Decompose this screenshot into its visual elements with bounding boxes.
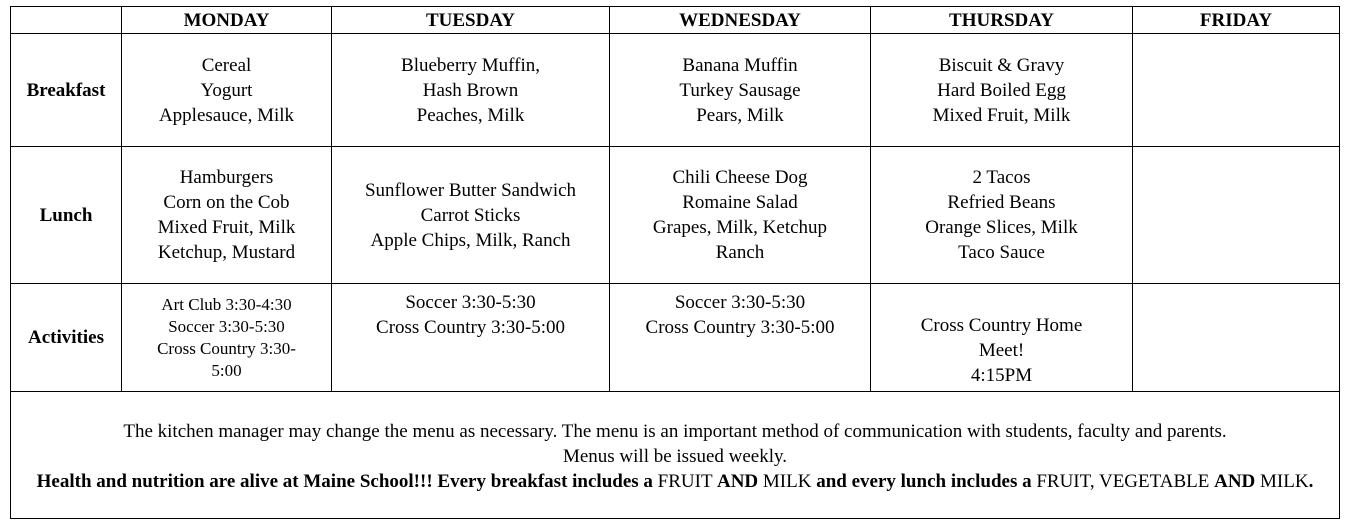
- menu-item-line: Ranch: [715, 242, 765, 263]
- menu-item-line: Grapes, Milk, Ketchup: [652, 217, 828, 238]
- breakfast-thursday: [871, 34, 1133, 147]
- menu-item-line: 5:00: [211, 360, 242, 380]
- menu-item-line: Chili Cheese Dog: [672, 167, 808, 188]
- day-header-monday: MONDAY: [122, 7, 332, 34]
- corner-cell: [11, 7, 122, 34]
- notes-row: [11, 392, 1340, 519]
- nutrition-text-run: MILK: [762, 471, 817, 492]
- nutrition-text-run: .: [1308, 471, 1314, 492]
- nutrition-statement: [15, 469, 1335, 494]
- row-label-lunch: Lunch: [11, 147, 122, 284]
- menu-item-line: Blueberry Muffin,: [401, 54, 540, 76]
- nutrition-text-run: AND: [716, 471, 763, 492]
- notes-line-2: Menus will be issued weekly.: [562, 446, 788, 467]
- lunch-wednesday: [610, 147, 871, 284]
- activities-tuesday: [332, 284, 610, 392]
- menu-item-line: Carrot Sticks: [420, 204, 521, 226]
- menu-item-line: Ketchup, Mustard: [157, 242, 296, 263]
- nutrition-text-run: FRUIT: [657, 471, 717, 492]
- menu-item-line: Art Club 3:30-4:30: [161, 294, 292, 314]
- menu-item-line: Yogurt: [200, 79, 253, 101]
- menu-body: [11, 34, 1340, 519]
- menu-item-line: Orange Slices, Milk: [925, 217, 1078, 238]
- menu-item-line: Taco Sauce: [958, 242, 1045, 263]
- breakfast-row: [11, 34, 1340, 147]
- lunch-friday: [1133, 147, 1340, 284]
- menu-item-line: Banana Muffin: [682, 54, 798, 76]
- row-label-breakfast: Breakfast: [11, 34, 122, 147]
- menu-item-line: Hash Brown: [422, 79, 519, 101]
- menu-item-line: Meet!: [978, 340, 1025, 361]
- day-header-tuesday: TUESDAY: [332, 7, 610, 34]
- menu-item-line: Corn on the Cob: [163, 192, 290, 213]
- menu-item-line: Cross Country 3:30-: [157, 338, 296, 358]
- nutrition-text-run: and every lunch includes a: [816, 471, 1037, 492]
- activities-wednesday: [610, 284, 871, 392]
- activities-thursday: [871, 284, 1133, 392]
- menu-item-line: Cross Country Home: [920, 315, 1083, 336]
- menu-item-line: Mixed Fruit, Milk: [157, 217, 296, 238]
- menu-item-line: 4:15PM: [970, 365, 1033, 386]
- menu-item-line: Refried Beans: [947, 192, 1056, 213]
- menu-item-line: Pears, Milk: [696, 104, 784, 126]
- day-header-friday: FRIDAY: [1133, 7, 1340, 34]
- menu-item-line: Biscuit & Gravy: [938, 54, 1065, 76]
- menu-item-line: Soccer 3:30-5:30: [674, 292, 806, 313]
- menu-item-line: Applesauce, Milk: [158, 104, 295, 126]
- weekly-menu-table: [10, 6, 1340, 519]
- menu-item-line: Mixed Fruit, Milk: [932, 104, 1071, 126]
- nutrition-text-run: AND: [1214, 471, 1261, 492]
- menu-item-line: Peaches, Milk: [416, 104, 525, 126]
- menu-item-line: Hamburgers: [179, 167, 274, 188]
- activities-friday: [1133, 284, 1340, 392]
- breakfast-wednesday: [610, 34, 871, 147]
- activities-monday: [122, 284, 332, 392]
- menu-item-line: Soccer 3:30-5:30: [405, 292, 536, 313]
- notes-line-1: The kitchen manager may change the menu as necessary. The menu is an important method of communication with students, faculty and parents.: [123, 421, 1227, 442]
- nutrition-text-run: MILK: [1260, 471, 1309, 492]
- day-header-wednesday: WEDNESDAY: [610, 7, 871, 34]
- lunch-thursday: [871, 147, 1133, 284]
- header-row: [11, 7, 1340, 34]
- menu-item-line: Apple Chips, Milk, Ranch: [370, 229, 571, 251]
- breakfast-monday: [122, 34, 332, 147]
- breakfast-friday: [1133, 34, 1340, 147]
- menu-item-line: 2 Tacos: [972, 167, 1031, 188]
- lunch-monday: [122, 147, 332, 284]
- menu-item-line: Soccer 3:30-5:30: [168, 316, 285, 336]
- nutrition-text-run: FRUIT, VEGETABLE: [1036, 471, 1215, 492]
- day-header-thursday: THURSDAY: [871, 7, 1133, 34]
- activities-row: [11, 284, 1340, 392]
- notes-text: [15, 416, 1335, 469]
- menu-item-line: Cross Country 3:30-5:00: [376, 317, 565, 338]
- lunch-row: [11, 147, 1340, 284]
- nutrition-text-run: Health and nutrition are alive at Maine School!!! Every breakfast includes a: [36, 471, 658, 492]
- notes-cell: [11, 392, 1340, 519]
- menu-item-line: Romaine Salad: [682, 192, 798, 213]
- menu-item-line: Sunflower Butter Sandwich: [364, 179, 577, 201]
- lunch-tuesday: [332, 147, 610, 284]
- menu-item-line: Cross Country 3:30-5:00: [645, 317, 835, 338]
- menu-item-line: Hard Boiled Egg: [937, 79, 1066, 101]
- menu-item-line: Turkey Sausage: [679, 79, 801, 101]
- menu-item-line: Cereal: [201, 54, 252, 76]
- breakfast-tuesday: [332, 34, 610, 147]
- row-label-activities: Activities: [11, 284, 122, 392]
